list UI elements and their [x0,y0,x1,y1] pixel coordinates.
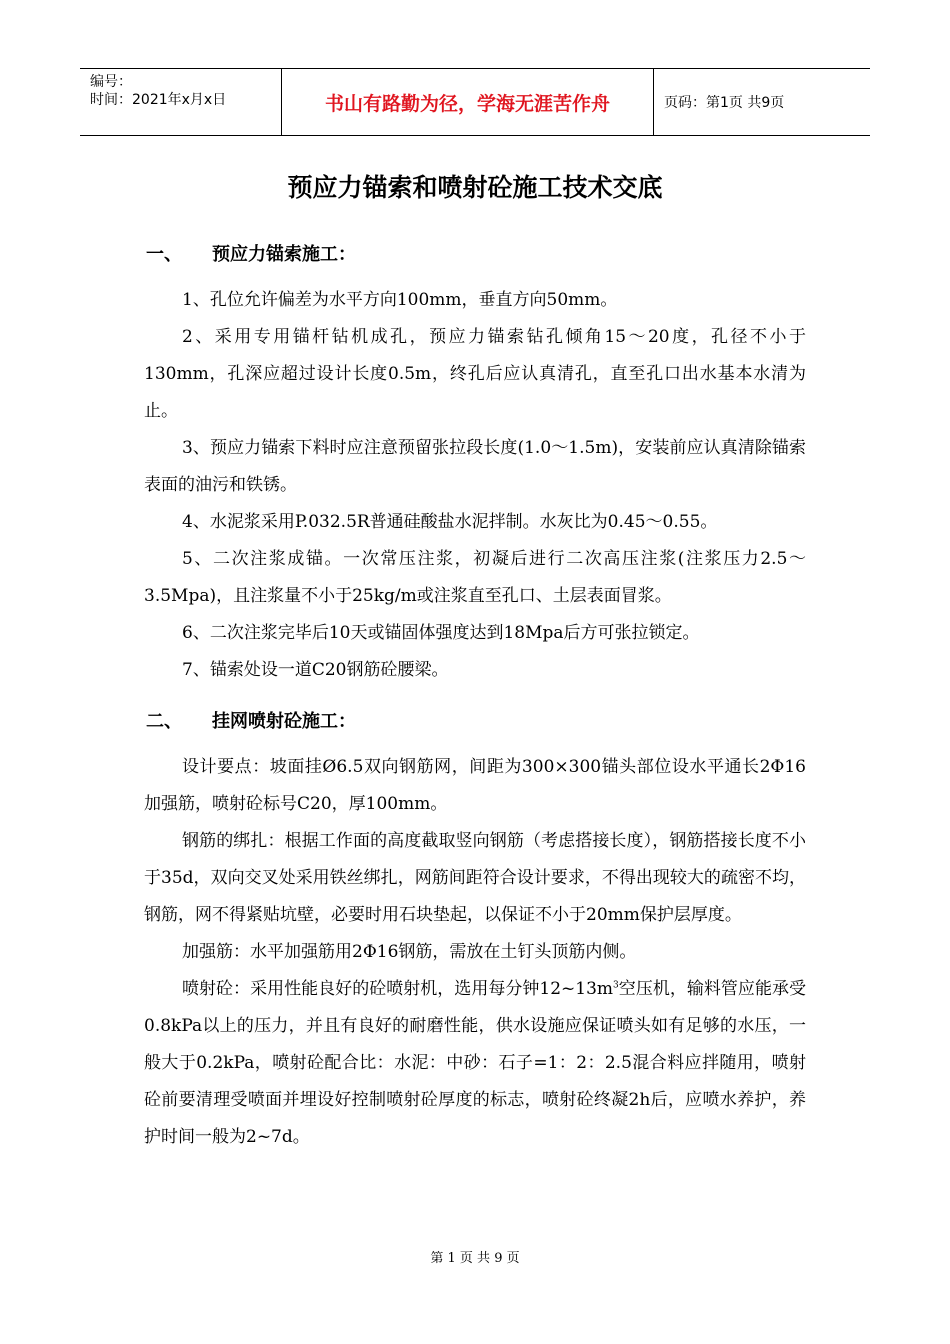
spray-text-a: 喷射砼：采用性能良好的砼喷射机，选用每分钟12~13m [182,979,614,999]
section1-item: 3、预应力锚索下料时应注意预留张拉段长度(1.0～1.5m)，安装前应认真清除锚索表面的油污和铁锈。 [144,438,806,495]
section1-item: 2、采用专用锚杆钻机成孔，预应力锚索钻孔倾角15～20度，孔径不小于130mm，孔深应超过设计长度0.5m，终孔后应认真清孔，直至孔口出水基本水清为止。 [144,327,806,421]
section2-number: 二、 [146,711,182,732]
section1-heading [146,240,356,266]
section1-title: 预应力锚索施工： [212,244,356,265]
section1-item: 5、二次注浆成锚。一次常压注浆，初凝后进行二次高压注浆(注浆压力2.5～3.5Mpa)，且注浆量不小于25kg/m或注浆直至孔口、土层表面冒浆。 [144,549,806,606]
section1-item: 6、二次注浆完毕后10天或锚固体强度达到18Mpa后方可张拉锁定。 [182,623,700,643]
document-title: 预应力锚索和喷射砼施工技术交底 [287,173,663,202]
section2-item: 钢筋的绑扎：根据工作面的高度截取竖向钢筋（考虑搭接长度），钢筋搭接长度不小于35d，双向交叉处采用铁丝绑扎，网筋间距符合设计要求，不得出现较大的疏密不均，钢筋，网不得紧贴坑壁，必要时用石块垫起，以保证不小于20mm保护层厚度。 [144,831,806,925]
section2-title: 挂网喷射砼施工： [212,711,356,732]
section2-body [144,749,806,1156]
header-left [80,69,281,135]
page-header [80,68,870,136]
section2-spray-paragraph [144,971,806,1156]
page-footer: 第 1 页 共 9 页 [430,1251,520,1266]
section1-item: 7、锚索处设一道C20钢筋砼腰梁。 [182,660,449,680]
section1-body [144,282,806,689]
spray-text-b: 空压机，输料管应能承受0.8kPa以上的压力，并且有良好的耐磨性能，供水设施应保证喷头如有足够的水压，一般大于0.2kPa，喷射砼配合比：水泥：中砂：石子=1：2：2.5混合料应拌随用，喷射砼前要清理受喷面并埋设好控制喷射砼厚度的标志，喷射砼终凝2h后，应喷水养护，养护时间一般为2~7d。 [144,979,806,1147]
section2-heading [146,707,356,733]
section1-number: 一、 [146,244,182,265]
section1-item: 1、孔位允许偏差为水平方向100mm，垂直方向50mm。 [182,290,618,310]
header-motto: 书山有路勤为径，学海无涯苦作舟 [281,69,654,135]
section2-item: 设计要点：坡面挂Ø6.5双向钢筋网，间距为300×300锚头部位设水平通长2Φ16加强筋，喷射砼标号C20，厚100mm。 [144,757,806,814]
spray-superscript: 3 [613,980,619,991]
time-label: 时间：2021年x月x日 [90,92,227,108]
section1-item: 4、水泥浆采用P.032.5R普通硅酸盐水泥拌制。水灰比为0.45～0.55。 [182,512,718,532]
header-page-label: 页码：第1页 共9页 [664,95,785,111]
code-label: 编号： [90,74,132,90]
section2-item: 加强筋：水平加强筋用2Φ16钢筋，需放在土钉头顶筋内侧。 [182,942,637,962]
